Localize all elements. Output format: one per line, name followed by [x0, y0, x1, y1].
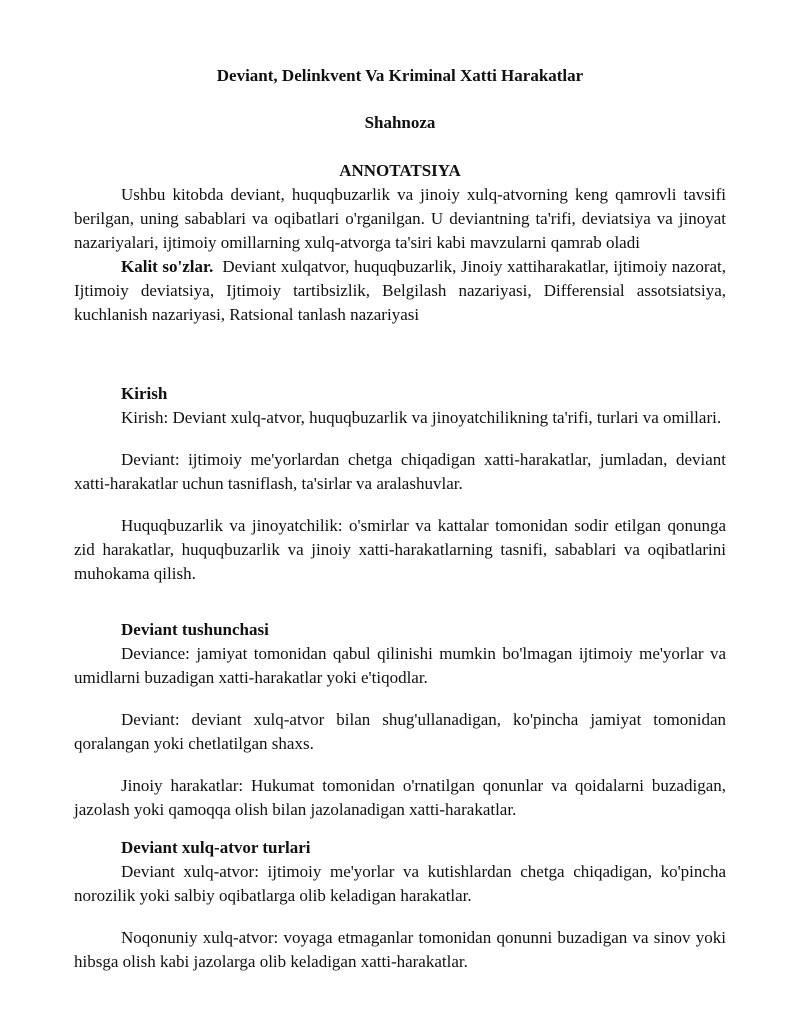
document-title: Deviant, Delinkvent Va Kriminal Xatti Harakatlar	[216, 66, 584, 85]
paragraph: Jinoiy harakatlar: Hukumat tomonidan o'rnatilgan qonunlar va qoidalarni buzadigan, jazolash yoki qamoqqa olish bilan jazolanadigan xatti-harakatlar.	[74, 776, 726, 819]
paragraph: Deviant xulq-atvor: ijtimoiy me'yorlar va kutishlardan chetga chiqadigan, ko'pincha norozilik yoki salbiy oqibatlarga olib keladigan harakatlar.	[74, 862, 726, 905]
annotation-heading: ANNOTATSIYA	[339, 161, 461, 180]
paragraph: Deviance: jamiyat tomonidan qabul qilinishi mumkin bo'lmagan ijtimoiy me'yorlar va umidlarni buzadigan xatti-harakatlar yoki e'tiqodlar.	[74, 644, 726, 687]
keywords-paragraph	[74, 255, 726, 327]
document-page	[74, 0, 726, 974]
author-name: Shahnoza	[364, 113, 436, 132]
annotation-text: Ushbu kitobda deviant, huquqbuzarlik va jinoiy xulq-atvorning keng qamrovli tavsifi berilgan, uning sabablari va oqibatlari o'rganilgan. U deviantning ta'rifi, deviatsiya va jinoyat nazariyalari, ijtimoiy omillarning xulq-atvorga ta'siri kabi mavzularni qamrab oladi	[74, 185, 726, 252]
section-heading-kirish: Kirish	[121, 384, 168, 403]
keywords-text: Deviant xulqatvor, huquqbuzarlik, Jinoiy xattiharakatlar, ijtimoiy nazorat, Ijtimoiy deviatsiya, Ijtimoiy tartibsizlik, Belgilash nazariyasi, Differensial assotsiatsiya, kuchlanish nazariyasi, Ratsional tanlash nazariyasi	[74, 257, 726, 324]
keywords-label: Kalit so'zlar.	[121, 257, 214, 276]
paragraph: Deviant: deviant xulq-atvor bilan shug'ullanadigan, ko'pincha jamiyat tomonidan qoralangan yoki chetlatilgan shaxs.	[74, 710, 726, 753]
paragraph: Deviant: ijtimoiy me'yorlardan chetga chiqadigan xatti-harakatlar, jumladan, deviant xatti-harakatlar uchun tasniflash, ta'sirlar va aralashuvlar.	[74, 450, 726, 493]
paragraph: Noqonuniy xulq-atvor: voyaga etmaganlar tomonidan qonunni buzadigan va sinov yoki hibsga olish kabi jazolarga olib keladigan xatti-harakatlar.	[74, 928, 726, 971]
section-heading-deviant-xulq-atvor-turlari: Deviant xulq-atvor turlari	[121, 838, 311, 857]
paragraph: Kirish: Deviant xulq-atvor, huquqbuzarlik va jinoyatchilikning ta'rifi, turlari va omillari.	[121, 408, 722, 427]
section-heading-deviant-tushunchasi: Deviant tushunchasi	[121, 620, 269, 639]
paragraph: Huquqbuzarlik va jinoyatchilik: o'smirlar va kattalar tomonidan sodir etilgan qonunga zid harakatlar, huquqbuzarlik va jinoiy xatti-harakatlarning tasnifi, sabablari va oqibatlarini muhokama qilish.	[74, 516, 726, 583]
